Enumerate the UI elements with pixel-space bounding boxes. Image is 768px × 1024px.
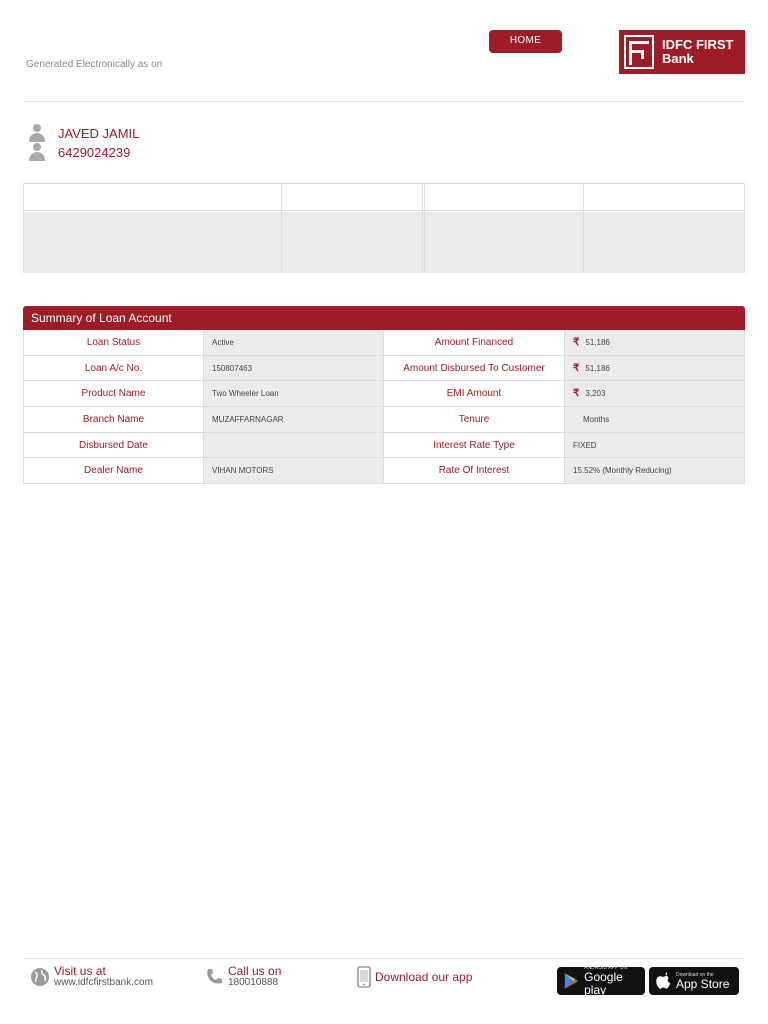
table-row — [23, 381, 745, 407]
row-value: 15.52% (Monthly Reducing) — [565, 458, 745, 483]
info-grid — [23, 183, 745, 273]
apple-small-text: Download on the — [676, 971, 714, 978]
globe-icon — [30, 967, 50, 987]
row-label: Amount Disbursed To Customer — [384, 356, 565, 381]
google-play-button[interactable] — [557, 967, 645, 995]
row-value: 150807463 — [204, 356, 384, 381]
app-store-button[interactable] — [649, 967, 739, 995]
person-icon — [28, 143, 46, 161]
row-value: Months — [565, 407, 745, 432]
row-label: Tenure — [384, 407, 565, 432]
footer-divider — [24, 958, 745, 959]
row-label: EMI Amount — [384, 381, 565, 406]
download-app — [357, 966, 472, 988]
apple-big-text: App Store — [676, 976, 730, 991]
row-label: Rate Of Interest — [384, 458, 565, 483]
row-label: Amount Financed — [384, 330, 565, 355]
phone-icon — [204, 967, 224, 987]
idfc-logo — [619, 30, 745, 74]
row-value: FIXED — [565, 433, 745, 458]
logo-line2: Bank — [662, 51, 694, 66]
amount-value: 51,186 — [585, 337, 610, 347]
row-label: Interest Rate Type — [384, 433, 565, 458]
row-label: Product Name — [23, 381, 204, 406]
call-label: Call us on — [228, 964, 282, 978]
customer-name-row — [28, 124, 139, 142]
row-label: Loan A/c No. — [23, 356, 204, 381]
person-icon — [28, 124, 46, 142]
row-value — [204, 433, 384, 458]
summary-title: Summary of Loan Account — [23, 306, 745, 330]
customer-phone-row — [28, 143, 130, 161]
table-row — [23, 407, 745, 433]
customer-phone: 6429024239 — [58, 144, 131, 160]
visit-label: Visit us at — [54, 964, 106, 978]
table-row — [23, 458, 745, 484]
logo-line1: IDFC FIRST — [662, 37, 734, 52]
row-label: Disbursed Date — [23, 433, 204, 458]
table-row — [23, 356, 745, 382]
generated-text: Generated Electronically as on — [26, 59, 163, 70]
table-row — [23, 330, 745, 356]
call-number[interactable]: 180010888 — [228, 977, 279, 988]
row-value — [565, 356, 745, 381]
loan-summary-table — [23, 306, 745, 484]
visit-url[interactable]: www.idfcfirstbank.com — [54, 977, 153, 988]
customer-name: JAVED JAMIL — [58, 125, 140, 141]
rupee-icon: ₹ — [573, 388, 580, 400]
download-label: Download our app — [375, 970, 473, 984]
visit-link[interactable] — [30, 965, 153, 989]
amount-value: 51,186 — [585, 363, 610, 373]
logo-mark-icon — [624, 35, 654, 69]
google-play-icon — [563, 972, 580, 990]
table-row — [23, 433, 745, 459]
rupee-icon: ₹ — [573, 336, 580, 348]
header-divider — [24, 101, 745, 102]
rupee-icon: ₹ — [573, 362, 580, 374]
mobile-icon — [357, 966, 371, 988]
row-value: VIHAN MOTORS — [204, 458, 384, 483]
row-value — [565, 330, 745, 355]
call-link[interactable] — [204, 965, 281, 989]
google-small-text: ANDROID APP ON — [584, 965, 628, 971]
apple-icon — [655, 972, 671, 990]
google-big-text: Google play — [584, 970, 623, 997]
row-value: Active — [204, 330, 384, 355]
row-label: Dealer Name — [23, 458, 204, 483]
row-value: MUZAFFARNAGAR — [204, 407, 384, 432]
amount-value: 3,203 — [585, 389, 606, 399]
row-value — [565, 381, 745, 406]
row-label: Loan Status — [23, 330, 204, 355]
row-label: Branch Name — [23, 407, 204, 432]
home-button[interactable]: HOME — [489, 30, 562, 53]
row-value: Two Wheeler Loan — [204, 381, 384, 406]
